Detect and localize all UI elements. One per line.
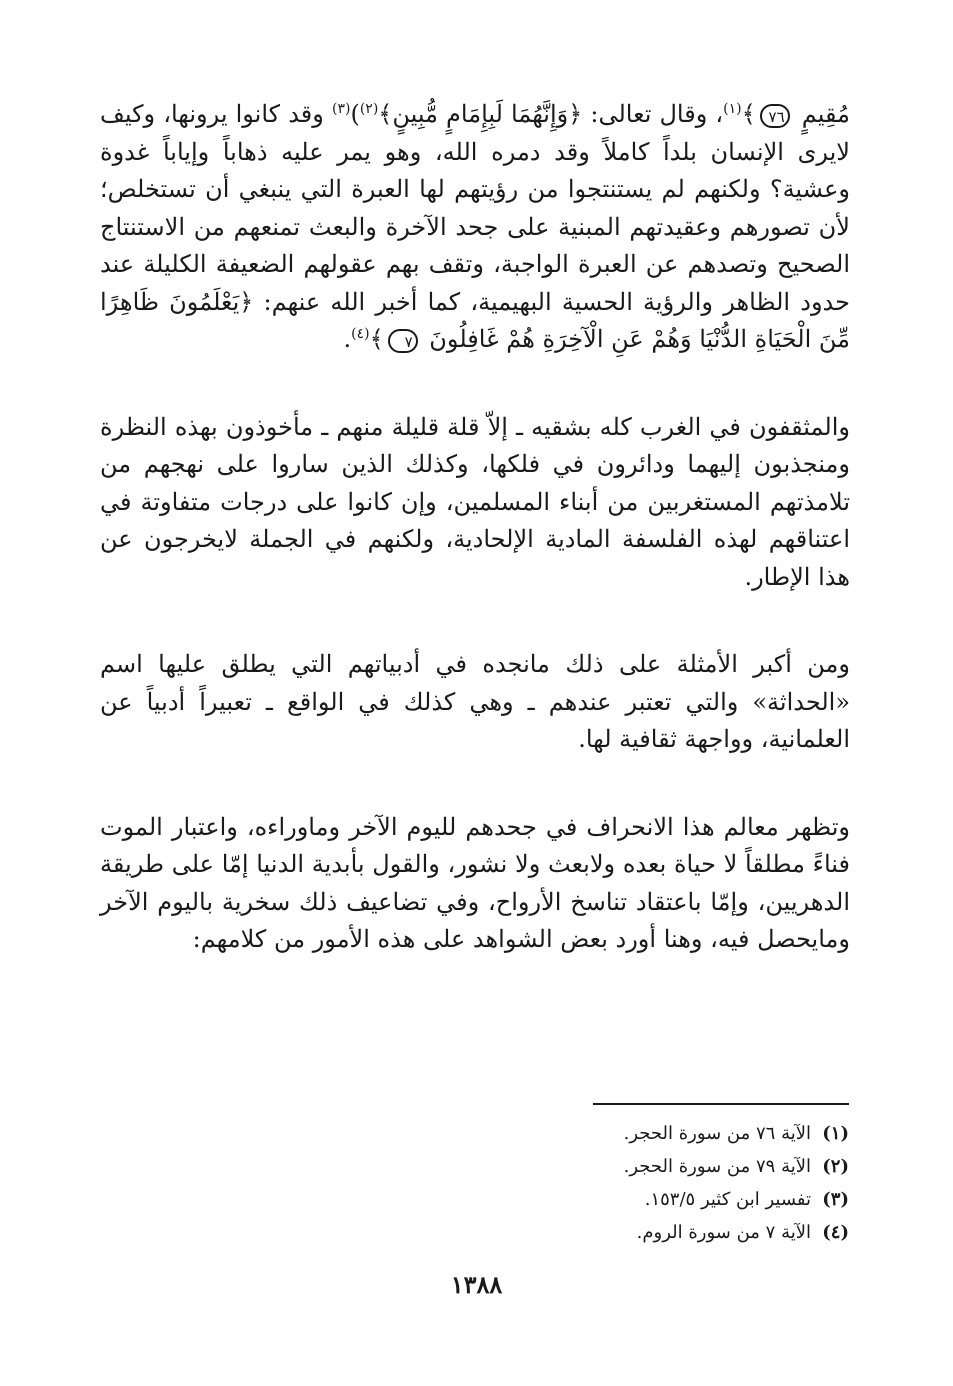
footnote-number: (١) bbox=[822, 1123, 849, 1144]
footnote-item bbox=[589, 1150, 849, 1183]
footnote-text: الآية ٧٦ من سورة الحجر. bbox=[623, 1123, 811, 1144]
paragraph-text: وتظهر معالم هذا الانحراف في جحدهم لليوم الآخر وماوراءه، واعتبار الموت فناءً مطلقاً لا حياة بعده ولابعث ولا نشور، والقول بأبدية الدنيا إمّا على طريقة الدهريين، وإمّا باعتقاد تناسخ الأرواح، وفي تضاعيف ذلك سخرية باليوم الآخر ومايحصل فيه، وهنا أورد بعض الشواهد على هذه الأمور من كلامهم: bbox=[100, 812, 851, 953]
footnote-list bbox=[589, 1117, 849, 1249]
footnote-number: (٤) bbox=[822, 1222, 849, 1243]
page-number: ١٣٨٨ bbox=[450, 1270, 503, 1299]
footnote-reference: (٣) bbox=[331, 101, 351, 117]
paragraph-text: مُقِيمٍ bbox=[793, 100, 850, 128]
paragraph-3 bbox=[100, 646, 850, 759]
footnote-text: الآية ٧٩ من سورة الحجر. bbox=[623, 1156, 811, 1177]
paragraph-text: ) bbox=[350, 100, 360, 128]
paragraph-4 bbox=[100, 809, 850, 959]
paragraph-text: ، وقال تعالى: ﴿وَإِنَّهُمَا لَبِإِمَامٍ مُّبِينٍ﴾ bbox=[378, 100, 724, 128]
footnote-reference: (٢) bbox=[359, 101, 379, 117]
footnote-number: (٢) bbox=[822, 1156, 849, 1177]
paragraph-text: وقد كانوا يرونها، وكيف لايرى الإنسان بلداً كاملاً وقد دمره الله، وهو يمر عليه ذهاباً وإياباً غدوة وعشية؟ ولكنهم لم يستنتجوا من رؤيتهم لها العبرة التي ينبغي أن تستخلص؛ لأن تصورهم وعقيدتهم المبنية على جحد الآخرة والبعث تمنعهم من الاستنتاج الصحيح وتصدهم عن العبرة الواجبة، وتقف بهم عقولهم الضعيفة الكليلة عند حدود الظاهر والرؤية الحسية البهيمية، كما أخبر الله عنهم: ﴿يَعْلَمُونَ ظَاهِرًا مِّنَ الْحَيَاةِ الدُّنْيَا وَهُمْ عَنِ الْآخِرَةِ هُمْ غَافِلُونَ bbox=[100, 100, 850, 353]
footnote-text: تفسير ابن كثير ١٥٣/٥. bbox=[644, 1189, 811, 1210]
footnote-number: (٣) bbox=[822, 1189, 849, 1210]
footnote-reference: (١) bbox=[723, 101, 742, 117]
paragraph-1 bbox=[100, 96, 850, 359]
paragraph-text: ﴾ bbox=[369, 325, 384, 353]
paragraph-2 bbox=[100, 409, 850, 597]
page-body bbox=[100, 96, 850, 959]
footnote-text: الآية ٧ من سورة الروم. bbox=[636, 1222, 811, 1243]
footnote-reference: (٤) bbox=[351, 326, 370, 342]
footnote-item bbox=[589, 1216, 849, 1249]
paragraph-text: ومن أكبر الأمثلة على ذلك مانجده في أدبياتهم التي يطلق عليها اسم «الحداثة» والتي تعتبر عندهم ـ وهي كذلك في الواقع ـ تعبيراً أدبياً عن العلمانية، وواجهة ثقافية لها. bbox=[100, 650, 850, 753]
ayah-number-marker: ٧ bbox=[388, 329, 418, 353]
footnotes bbox=[589, 1103, 849, 1249]
paragraph-text: . bbox=[343, 325, 352, 353]
ayah-number-marker: ٧٦ bbox=[760, 104, 790, 128]
footnote-item bbox=[589, 1183, 849, 1216]
footnote-item bbox=[589, 1117, 849, 1150]
paragraph-text: ﴾ bbox=[741, 100, 756, 128]
paragraph-text: والمثقفون في الغرب كله بشقيه ـ إلاّ قلة قليلة منهم ـ مأخوذون بهذه النظرة ومنجذبون إليهما ودائرون في فلكها، وكذلك الذين ساروا على نهجهم من تلامذتهم المستغربين من أبناء المسلمين، وإن كانوا على درجات متفاوتة في اعتناقهم لهذه الفلسفة المادية الإلحادية، ولكنهم في الجملة لايخرجون عن هذا الإطار. bbox=[100, 412, 850, 591]
footnote-divider bbox=[593, 1103, 849, 1105]
